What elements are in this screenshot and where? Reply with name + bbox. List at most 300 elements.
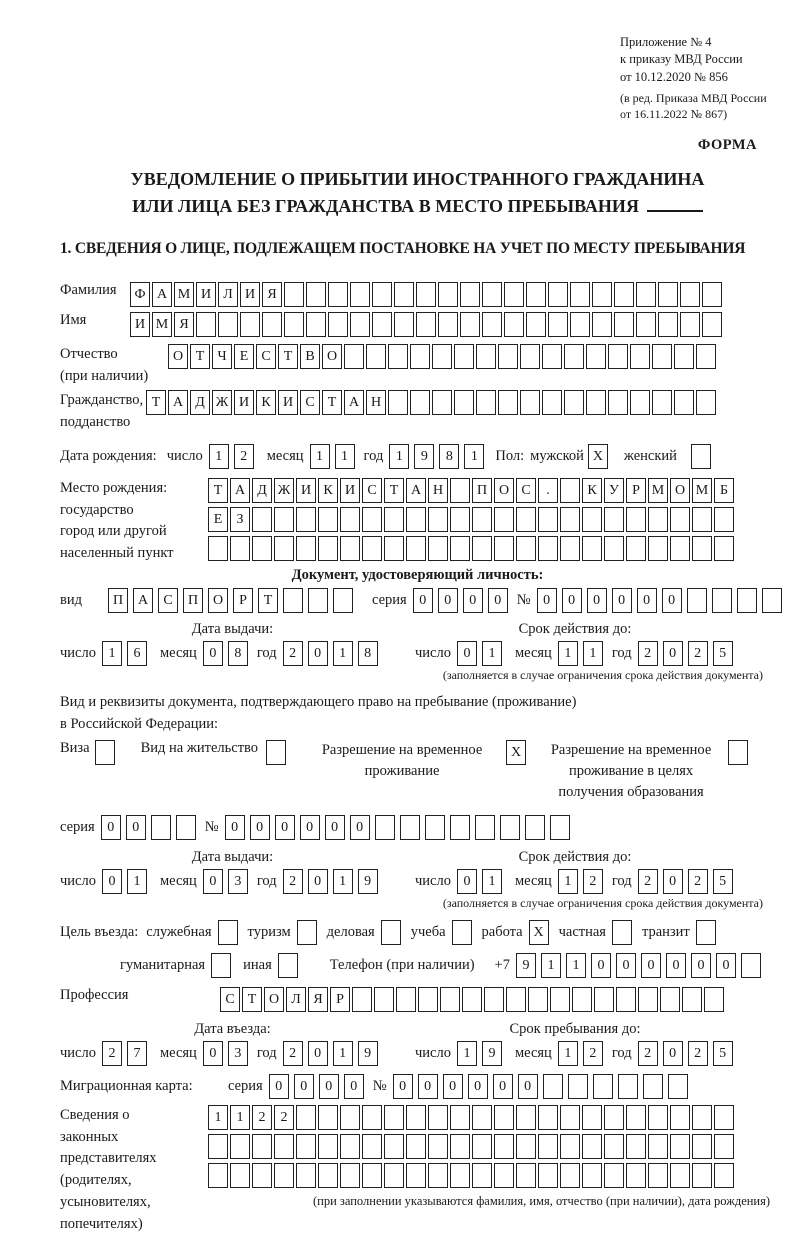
char-cell[interactable] [240, 312, 260, 337]
char-cell[interactable] [375, 815, 395, 840]
char-cell[interactable]: 0 [518, 1074, 538, 1099]
char-cell[interactable]: М [152, 312, 172, 337]
char-cell[interactable] [472, 1163, 492, 1188]
char-cell[interactable] [696, 920, 716, 945]
char-cell[interactable]: А [133, 588, 153, 613]
char-cell[interactable]: Я [174, 312, 194, 337]
char-cell[interactable] [318, 1105, 338, 1130]
char-cell[interactable]: 0 [203, 869, 223, 894]
char-cell[interactable]: С [516, 478, 536, 503]
char-cell[interactable] [284, 312, 304, 337]
char-cell[interactable] [428, 1105, 448, 1130]
char-cell[interactable] [564, 390, 584, 415]
char-cell[interactable] [568, 1074, 588, 1099]
char-cell[interactable] [472, 536, 492, 561]
char-cell[interactable]: Т [258, 588, 278, 613]
char-cell[interactable] [582, 1134, 602, 1159]
char-cell[interactable]: 0 [102, 869, 122, 894]
char-cell[interactable] [218, 312, 238, 337]
char-cell[interactable]: 0 [325, 815, 345, 840]
char-cell[interactable] [616, 987, 636, 1012]
char-cell[interactable] [208, 536, 228, 561]
char-cell[interactable]: 2 [583, 1041, 603, 1066]
char-cell[interactable]: П [108, 588, 128, 613]
char-cell[interactable]: 0 [418, 1074, 438, 1099]
char-cell[interactable] [658, 282, 678, 307]
char-cell[interactable] [296, 1105, 316, 1130]
char-cell[interactable] [151, 815, 171, 840]
char-cell[interactable] [692, 507, 712, 532]
char-cell[interactable]: И [296, 478, 316, 503]
char-cell[interactable]: 2 [102, 1041, 122, 1066]
char-cell[interactable] [614, 282, 634, 307]
char-cell[interactable] [362, 1163, 382, 1188]
char-cell[interactable] [586, 390, 606, 415]
char-cell[interactable]: 7 [127, 1041, 147, 1066]
char-cell[interactable]: 2 [638, 641, 658, 666]
char-cell[interactable] [252, 1134, 272, 1159]
char-cell[interactable]: 2 [638, 1041, 658, 1066]
char-cell[interactable] [475, 815, 495, 840]
char-cell[interactable] [283, 588, 303, 613]
char-cell[interactable]: 9 [516, 953, 536, 978]
char-cell[interactable]: С [256, 344, 276, 369]
char-cell[interactable]: И [278, 390, 298, 415]
char-cell[interactable] [714, 1134, 734, 1159]
char-cell[interactable] [460, 312, 480, 337]
char-cell[interactable]: 8 [228, 641, 248, 666]
char-cell[interactable] [406, 507, 426, 532]
char-cell[interactable]: 0 [488, 588, 508, 613]
char-cell[interactable] [704, 987, 724, 1012]
char-cell[interactable]: С [220, 987, 240, 1012]
char-cell[interactable]: Р [330, 987, 350, 1012]
char-cell[interactable]: 9 [358, 869, 378, 894]
char-cell[interactable] [714, 1105, 734, 1130]
char-cell[interactable]: Т [322, 390, 342, 415]
char-cell[interactable]: 1 [389, 444, 409, 469]
char-cell[interactable] [211, 953, 231, 978]
char-cell[interactable] [328, 282, 348, 307]
char-cell[interactable] [626, 1105, 646, 1130]
char-cell[interactable] [626, 507, 646, 532]
char-cell[interactable]: X [588, 444, 608, 469]
char-cell[interactable] [418, 987, 438, 1012]
char-cell[interactable]: 0 [612, 588, 632, 613]
char-cell[interactable] [266, 740, 286, 765]
char-cell[interactable] [218, 920, 238, 945]
char-cell[interactable] [630, 390, 650, 415]
char-cell[interactable] [586, 344, 606, 369]
char-cell[interactable]: 0 [663, 869, 683, 894]
char-cell[interactable]: 2 [688, 1041, 708, 1066]
char-cell[interactable]: И [340, 478, 360, 503]
char-cell[interactable] [196, 312, 216, 337]
char-cell[interactable] [670, 507, 690, 532]
char-cell[interactable] [560, 478, 580, 503]
char-cell[interactable] [604, 1134, 624, 1159]
char-cell[interactable] [450, 1163, 470, 1188]
char-cell[interactable] [604, 536, 624, 561]
char-cell[interactable] [284, 282, 304, 307]
char-cell[interactable] [762, 588, 782, 613]
char-cell[interactable] [406, 1105, 426, 1130]
char-cell[interactable]: 0 [413, 588, 433, 613]
char-cell[interactable] [362, 1134, 382, 1159]
char-cell[interactable] [680, 282, 700, 307]
char-cell[interactable]: 2 [688, 869, 708, 894]
char-cell[interactable]: О [322, 344, 342, 369]
char-cell[interactable] [660, 987, 680, 1012]
char-cell[interactable] [714, 536, 734, 561]
char-cell[interactable] [476, 344, 496, 369]
char-cell[interactable] [297, 920, 317, 945]
char-cell[interactable] [560, 1163, 580, 1188]
char-cell[interactable] [670, 1163, 690, 1188]
char-cell[interactable] [350, 282, 370, 307]
char-cell[interactable] [636, 312, 656, 337]
char-cell[interactable]: П [183, 588, 203, 613]
char-cell[interactable]: 0 [300, 815, 320, 840]
char-cell[interactable]: 0 [716, 953, 736, 978]
char-cell[interactable] [428, 536, 448, 561]
char-cell[interactable]: К [256, 390, 276, 415]
char-cell[interactable]: 1 [583, 641, 603, 666]
char-cell[interactable]: 1 [102, 641, 122, 666]
char-cell[interactable] [252, 1163, 272, 1188]
char-cell[interactable] [278, 953, 298, 978]
char-cell[interactable]: 0 [537, 588, 557, 613]
char-cell[interactable]: 2 [583, 869, 603, 894]
char-cell[interactable]: А [152, 282, 172, 307]
char-cell[interactable] [594, 987, 614, 1012]
char-cell[interactable]: 1 [558, 869, 578, 894]
char-cell[interactable]: Н [428, 478, 448, 503]
char-cell[interactable] [372, 312, 392, 337]
char-cell[interactable]: 1 [482, 869, 502, 894]
char-cell[interactable] [648, 536, 668, 561]
char-cell[interactable] [560, 1105, 580, 1130]
char-cell[interactable]: Д [252, 478, 272, 503]
char-cell[interactable] [384, 1105, 404, 1130]
char-cell[interactable]: 1 [333, 1041, 353, 1066]
char-cell[interactable] [416, 282, 436, 307]
char-cell[interactable]: Т [242, 987, 262, 1012]
char-cell[interactable] [454, 390, 474, 415]
char-cell[interactable] [262, 312, 282, 337]
char-cell[interactable]: 0 [457, 641, 477, 666]
char-cell[interactable]: Б [714, 478, 734, 503]
char-cell[interactable] [538, 1105, 558, 1130]
char-cell[interactable]: Я [308, 987, 328, 1012]
char-cell[interactable] [416, 312, 436, 337]
char-cell[interactable] [362, 507, 382, 532]
char-cell[interactable]: 2 [688, 641, 708, 666]
char-cell[interactable]: Ф [130, 282, 150, 307]
char-cell[interactable] [432, 344, 452, 369]
char-cell[interactable] [525, 815, 545, 840]
char-cell[interactable] [692, 1105, 712, 1130]
char-cell[interactable]: С [362, 478, 382, 503]
char-cell[interactable] [366, 344, 386, 369]
char-cell[interactable]: К [318, 478, 338, 503]
char-cell[interactable]: 5 [713, 869, 733, 894]
char-cell[interactable] [428, 507, 448, 532]
char-cell[interactable]: 0 [203, 1041, 223, 1066]
char-cell[interactable]: В [300, 344, 320, 369]
char-cell[interactable] [604, 1163, 624, 1188]
char-cell[interactable] [516, 536, 536, 561]
char-cell[interactable]: 0 [308, 869, 328, 894]
char-cell[interactable]: Ж [212, 390, 232, 415]
char-cell[interactable] [520, 390, 540, 415]
char-cell[interactable] [318, 1134, 338, 1159]
char-cell[interactable]: 0 [641, 953, 661, 978]
char-cell[interactable] [626, 1134, 646, 1159]
char-cell[interactable]: 9 [414, 444, 434, 469]
char-cell[interactable]: 5 [713, 1041, 733, 1066]
char-cell[interactable] [344, 344, 364, 369]
char-cell[interactable] [550, 987, 570, 1012]
char-cell[interactable]: З [230, 507, 250, 532]
char-cell[interactable]: Р [626, 478, 646, 503]
char-cell[interactable] [560, 1134, 580, 1159]
char-cell[interactable]: И [130, 312, 150, 337]
char-cell[interactable] [252, 536, 272, 561]
char-cell[interactable] [230, 536, 250, 561]
char-cell[interactable] [484, 987, 504, 1012]
char-cell[interactable]: 0 [587, 588, 607, 613]
char-cell[interactable]: 0 [350, 815, 370, 840]
char-cell[interactable]: 0 [438, 588, 458, 613]
char-cell[interactable]: 1 [482, 641, 502, 666]
char-cell[interactable] [472, 1134, 492, 1159]
char-cell[interactable] [452, 920, 472, 945]
char-cell[interactable]: А [344, 390, 364, 415]
char-cell[interactable] [328, 312, 348, 337]
char-cell[interactable]: 2 [252, 1105, 272, 1130]
char-cell[interactable]: 0 [443, 1074, 463, 1099]
char-cell[interactable] [394, 282, 414, 307]
char-cell[interactable] [692, 1163, 712, 1188]
char-cell[interactable] [630, 344, 650, 369]
char-cell[interactable]: X [506, 740, 526, 765]
char-cell[interactable]: А [230, 478, 250, 503]
char-cell[interactable] [388, 344, 408, 369]
char-cell[interactable]: 0 [666, 953, 686, 978]
char-cell[interactable] [308, 588, 328, 613]
char-cell[interactable] [648, 1105, 668, 1130]
char-cell[interactable] [384, 536, 404, 561]
char-cell[interactable] [438, 312, 458, 337]
char-cell[interactable]: М [174, 282, 194, 307]
char-cell[interactable]: 1 [464, 444, 484, 469]
char-cell[interactable]: И [240, 282, 260, 307]
char-cell[interactable] [626, 536, 646, 561]
char-cell[interactable] [252, 507, 272, 532]
char-cell[interactable]: М [648, 478, 668, 503]
char-cell[interactable] [516, 1163, 536, 1188]
char-cell[interactable] [538, 507, 558, 532]
char-cell[interactable] [462, 987, 482, 1012]
char-cell[interactable]: О [168, 344, 188, 369]
char-cell[interactable]: 6 [127, 641, 147, 666]
char-cell[interactable]: Т [208, 478, 228, 503]
char-cell[interactable] [604, 1105, 624, 1130]
char-cell[interactable] [648, 1163, 668, 1188]
char-cell[interactable] [410, 390, 430, 415]
char-cell[interactable] [274, 1163, 294, 1188]
char-cell[interactable] [692, 1134, 712, 1159]
char-cell[interactable] [682, 987, 702, 1012]
char-cell[interactable] [658, 312, 678, 337]
char-cell[interactable] [340, 1163, 360, 1188]
char-cell[interactable]: Т [146, 390, 166, 415]
char-cell[interactable] [450, 1105, 470, 1130]
char-cell[interactable] [520, 344, 540, 369]
char-cell[interactable]: И [196, 282, 216, 307]
char-cell[interactable] [670, 1134, 690, 1159]
char-cell[interactable] [498, 344, 518, 369]
char-cell[interactable] [406, 1134, 426, 1159]
char-cell[interactable] [362, 536, 382, 561]
char-cell[interactable] [318, 507, 338, 532]
char-cell[interactable]: 1 [209, 444, 229, 469]
char-cell[interactable]: У [604, 478, 624, 503]
char-cell[interactable] [318, 536, 338, 561]
char-cell[interactable]: . [538, 478, 558, 503]
char-cell[interactable] [95, 740, 115, 765]
char-cell[interactable] [384, 1134, 404, 1159]
char-cell[interactable]: 9 [482, 1041, 502, 1066]
char-cell[interactable] [604, 507, 624, 532]
char-cell[interactable] [526, 312, 546, 337]
char-cell[interactable]: Т [190, 344, 210, 369]
char-cell[interactable] [274, 1134, 294, 1159]
char-cell[interactable] [454, 344, 474, 369]
char-cell[interactable]: 1 [558, 641, 578, 666]
char-cell[interactable]: 0 [663, 1041, 683, 1066]
char-cell[interactable] [494, 1134, 514, 1159]
char-cell[interactable] [306, 312, 326, 337]
char-cell[interactable] [714, 507, 734, 532]
char-cell[interactable]: 3 [228, 1041, 248, 1066]
char-cell[interactable] [636, 282, 656, 307]
char-cell[interactable] [494, 507, 514, 532]
char-cell[interactable] [274, 507, 294, 532]
char-cell[interactable] [450, 478, 470, 503]
char-cell[interactable] [482, 282, 502, 307]
char-cell[interactable]: 0 [468, 1074, 488, 1099]
char-cell[interactable]: Т [278, 344, 298, 369]
char-cell[interactable]: 0 [101, 815, 121, 840]
char-cell[interactable]: 9 [358, 1041, 378, 1066]
char-cell[interactable] [548, 312, 568, 337]
char-cell[interactable]: 2 [274, 1105, 294, 1130]
char-cell[interactable]: 2 [283, 1041, 303, 1066]
char-cell[interactable]: 1 [558, 1041, 578, 1066]
char-cell[interactable] [528, 987, 548, 1012]
char-cell[interactable]: 0 [562, 588, 582, 613]
char-cell[interactable] [396, 987, 416, 1012]
char-cell[interactable] [176, 815, 196, 840]
char-cell[interactable] [438, 282, 458, 307]
char-cell[interactable]: 0 [308, 641, 328, 666]
char-cell[interactable] [394, 312, 414, 337]
char-cell[interactable]: 1 [541, 953, 561, 978]
char-cell[interactable] [296, 1134, 316, 1159]
char-cell[interactable] [582, 1105, 602, 1130]
char-cell[interactable] [381, 920, 401, 945]
char-cell[interactable] [450, 536, 470, 561]
char-cell[interactable] [340, 536, 360, 561]
char-cell[interactable] [592, 312, 612, 337]
char-cell[interactable] [388, 390, 408, 415]
char-cell[interactable]: 1 [208, 1105, 228, 1130]
char-cell[interactable] [340, 1134, 360, 1159]
char-cell[interactable] [696, 344, 716, 369]
char-cell[interactable] [543, 1074, 563, 1099]
char-cell[interactable]: 1 [457, 1041, 477, 1066]
char-cell[interactable]: 0 [662, 588, 682, 613]
char-cell[interactable] [652, 344, 672, 369]
char-cell[interactable] [648, 1134, 668, 1159]
char-cell[interactable]: Е [234, 344, 254, 369]
char-cell[interactable]: Н [366, 390, 386, 415]
char-cell[interactable] [340, 507, 360, 532]
char-cell[interactable] [230, 1163, 250, 1188]
char-cell[interactable] [668, 1074, 688, 1099]
char-cell[interactable] [692, 536, 712, 561]
char-cell[interactable]: 0 [691, 953, 711, 978]
char-cell[interactable] [608, 344, 628, 369]
char-cell[interactable] [560, 507, 580, 532]
char-cell[interactable] [208, 1134, 228, 1159]
char-cell[interactable] [648, 507, 668, 532]
char-cell[interactable] [504, 312, 524, 337]
char-cell[interactable] [296, 536, 316, 561]
char-cell[interactable] [570, 312, 590, 337]
char-cell[interactable]: 1 [310, 444, 330, 469]
char-cell[interactable]: 1 [333, 869, 353, 894]
char-cell[interactable] [564, 344, 584, 369]
char-cell[interactable]: 8 [439, 444, 459, 469]
char-cell[interactable]: 0 [591, 953, 611, 978]
char-cell[interactable]: 0 [308, 1041, 328, 1066]
char-cell[interactable]: 8 [358, 641, 378, 666]
char-cell[interactable]: 0 [294, 1074, 314, 1099]
char-cell[interactable] [460, 282, 480, 307]
char-cell[interactable] [670, 536, 690, 561]
char-cell[interactable] [741, 953, 761, 978]
char-cell[interactable] [504, 282, 524, 307]
char-cell[interactable] [498, 390, 518, 415]
char-cell[interactable]: 0 [275, 815, 295, 840]
char-cell[interactable] [626, 1163, 646, 1188]
char-cell[interactable] [406, 1163, 426, 1188]
char-cell[interactable]: Е [208, 507, 228, 532]
char-cell[interactable]: 0 [203, 641, 223, 666]
char-cell[interactable] [593, 1074, 613, 1099]
char-cell[interactable]: 0 [319, 1074, 339, 1099]
char-cell[interactable]: 0 [126, 815, 146, 840]
char-cell[interactable] [472, 507, 492, 532]
char-cell[interactable]: 0 [269, 1074, 289, 1099]
char-cell[interactable]: 1 [127, 869, 147, 894]
char-cell[interactable]: О [670, 478, 690, 503]
char-cell[interactable] [384, 1163, 404, 1188]
char-cell[interactable] [296, 507, 316, 532]
